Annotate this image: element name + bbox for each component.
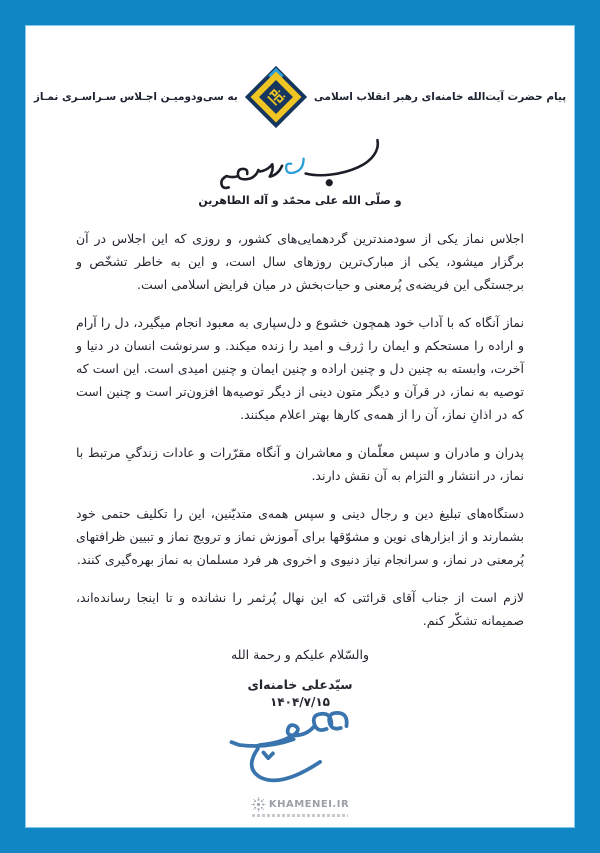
signature-icon — [222, 701, 354, 787]
namaz-conference-logo-icon — [248, 69, 304, 125]
paragraph: نماز آنگاه که با آداب خود همچون خشوع و دل‌سپاری به معبود انجام میگیرد، دل را آرام و اراده را مستحکم و ایمان را ژرف و امید را زنده میکند. و سرنوشت انسان در دنیا و آخرت، وابسته به چنین دل و چنین اراده و چنین ایمان و چنین امیدی است. این است که توصیه به نماز، در قرآن و دیگر متون دینی از دیگر توصیه‌ها افزون‌تر است و چنین است که در اذانِ نماز، آن را از همه‌ی کارها بهتر اعلام میکنند. — [76, 315, 524, 422]
closing-salaam: والسّلام علیکم و رحمة الله — [230, 647, 369, 662]
bismillah-section — [26, 134, 574, 207]
paragraph: پدران و مادران و سپس معلّمان و معاشران و آنگاه مقرّرات و عادات زندگیِ مرتبط با نماز، در انتشار و التزام به آن نقش دارند. — [76, 445, 524, 483]
salawat-line: و صلّی الله علی محمّد و آله الطاهرین — [198, 194, 402, 207]
footer-brand-text: KHAMENEI.IR — [268, 799, 350, 810]
letter-paper — [25, 25, 575, 828]
footer — [26, 797, 574, 817]
khamenei-ir-emblem-icon — [251, 797, 266, 812]
letter-header — [26, 66, 574, 128]
signature-block — [26, 709, 574, 787]
header-right-text: پیام حضرت آیت‌الله خامنه‌ای رهبر انقلاب اسلامی — [313, 91, 567, 103]
letter-body — [76, 227, 524, 632]
paragraph: لازم است از جناب آقای قرائتی که این نهال پُرثمر را نشانده و تا اینجا رسانده‌اند، صمیمانه تشکّر کنم. — [76, 590, 524, 628]
paragraph: اجلاس نماز یکی از سودمندترین گردهمایی‌های کشور، و روزی که این اجلاس در آن برگزار میشود، یکی از مبارک‌ترین روزهای سال است، و این به خاطر تشخّص و برجستگی این فریضه‌ی پُرمعنی و حیات‌بخش در میان فرایض اسلامی است. — [76, 231, 524, 292]
letter-date: ۱۴۰۴/۷/۱۵ — [269, 695, 331, 709]
paragraph: دستگاه‌های تبلیغ دین و رجال دینی و سپس همه‌ی متدیّنین، این را تکلیف حتمی خود بشمارند و از ابزارهای نوین و مشوّقها برای آموزش نماز و ترویج نماز و تبیین ظرافتهای پُرمعنی در نماز، و سرانجام نیاز دنیوی و اخروی هر فرد مسلمان به نماز بهره‌گیری کنند. — [76, 506, 524, 567]
footer-fine-print-line — [252, 814, 348, 817]
header-left-text: به سی‌ودومیـن اجـلاس سـراسـری نمـاز — [33, 91, 238, 103]
footer-brand-row — [251, 797, 349, 812]
signatory-name: سیّدعلی خامنه‌ای — [247, 677, 353, 692]
bismillah-calligraphy-icon — [215, 134, 385, 193]
closing-section — [26, 647, 574, 787]
